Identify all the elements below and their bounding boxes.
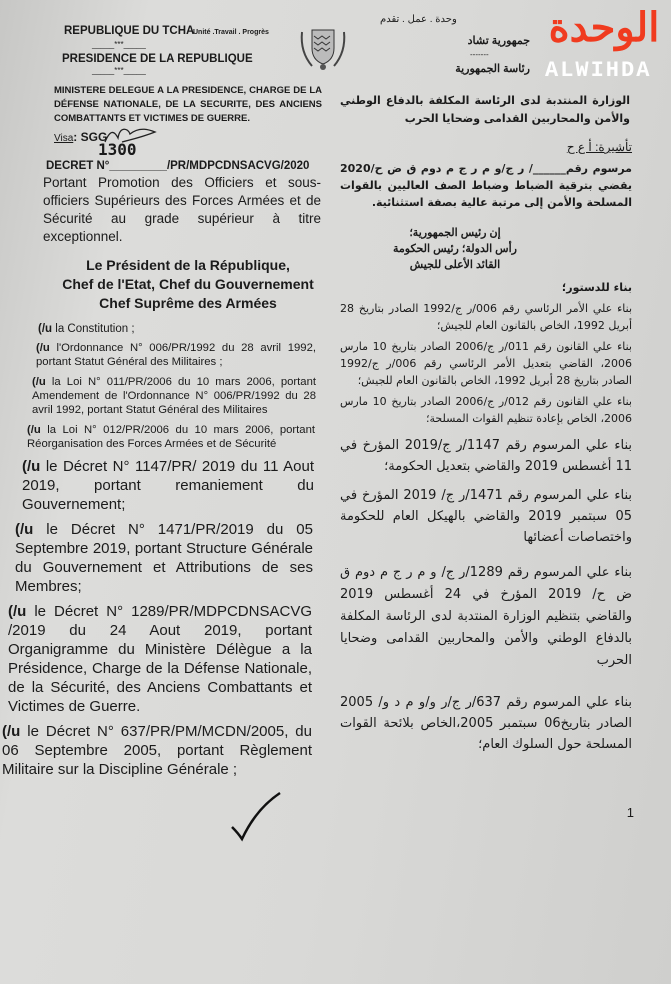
visa-prefix: (/u	[36, 342, 50, 354]
country-ar: جمهورية تشاد	[467, 35, 530, 47]
visa-item	[15, 520, 313, 596]
decree-ar: مرسوم رقم______/ ر ج/و م ر ج م دوم ق ض ح/2020 يقضي بترقية الضباط وضباط الصف العاليين بالقوات المسلحة والأمن إلى مرتبة عالية بصفة استثنائية.	[340, 162, 632, 209]
visa-text: la Loi N° 011/PR/2006 du 10 mars 2006, portant Amendement de l'Ordonnance N° 006/PR/1992 du 28 avril 1992, portant Statut Général des Militaires	[32, 376, 316, 416]
page-number: 1	[626, 805, 634, 820]
decree-number: DECRET N°_________/PR/MDPCDNSACVG/2020	[46, 160, 310, 172]
title-line: Le Président de la République,	[86, 257, 290, 273]
visa-text: le Décret N° 637/PR/PM/MCDN/2005, du 06 Septembre 2005, portant Règlement Militaire sur la Discipline Générale ;	[2, 723, 312, 778]
visa-label: Visa	[54, 133, 74, 144]
visa-ar-item: بناء علي المرسوم رقم 1289/ر ج/ و م ر ج م دوم ق ض ح/ 2019 المؤرخ في 24 أغسطس 2019 والقاضي بتنظيم الوزارة المنتدبة لدى الرئاسة المكلفة بالدفاع الوطني والأمن والمحاربين القدامى وضحايا الحرب	[340, 565, 632, 668]
motto-ar: وحدة . عمل . تقدم	[380, 14, 457, 25]
checkmark-icon	[228, 789, 283, 844]
visa-ar-item: بناء علي القانون رقم 012/ر ج/2006 الصادر بتاريخ 10 مارس 2006، الخاص بإعادة تنظيم القوات المسلحة؛	[340, 395, 632, 425]
visa-item	[2, 722, 312, 779]
visa-ar-item: بناء علي المرسوم رقم 637/ر ج/ر و/و م د و/ 2005 الصادر بتاريخ06 سبتمبر 2005،الخاص بلائحة القوات المسلحة حول السلوك العام؛	[340, 695, 633, 752]
motto-fr: Unité .Travail . Progrès	[193, 29, 269, 36]
visa-item	[27, 423, 315, 451]
watermark-text: ALWIHDA	[545, 58, 652, 83]
country-fr: REPUBLIQUE DU TCHA	[64, 25, 195, 37]
ministry-fr: MINISTERE DELEGUE A LA PRESIDENCE, CHARGE DE LA DÉFENSE NATIONALE, DE LA SECURITE, DES ANCIENS COMBATTANTS ET VICTIMES DE GUERRE.	[54, 85, 322, 124]
visa-text: le Décret N° 1471/PR/2019 du 05 Septembre 2019, portant Structure Générale du Gouvernement et Attributions de ses Membres;	[15, 521, 313, 595]
visa-text: le Décret N° 1289/PR/MDPCDNSACVG /2019 du 24 Aout 2019, portant Organigramme du Ministère Délègue a la Présidence, Charge de la Défense Nationale, de la Sécurité, des Anciens Combattants et Victimes de Guerre.	[8, 603, 312, 715]
visa-prefix: (/u	[32, 376, 46, 388]
title-line: Chef de l'Etat, Chef du Gouvernement	[62, 276, 314, 292]
president-title-ar	[380, 225, 530, 273]
president-title-fr	[28, 256, 348, 313]
visa-text: le Décret N° 1147/PR/ 2019 du 11 Aout 2019, portant remaniement du Gouvernement;	[22, 458, 314, 513]
visa-item	[8, 602, 312, 716]
visa-text: la Constitution ;	[52, 323, 135, 335]
presidency-fr: PRESIDENCE DE LA REPUBLIQUE	[62, 53, 253, 65]
visa-item	[38, 323, 330, 335]
title-line: Chef Suprême des Armées	[99, 295, 277, 311]
separator: _____***_____	[92, 66, 146, 75]
visa-prefix: (/u	[2, 723, 21, 740]
visa-prefix: (/u	[15, 521, 34, 538]
visa-prefix: (/u	[8, 603, 27, 620]
separator: _____***_____	[92, 40, 146, 49]
visa-text: la Loi N° 012/PR/2006 du 10 mars 2006, portant Réorganisation des Forces Armées et de Sécurité	[27, 424, 315, 450]
visa-value: : SGG	[73, 130, 108, 144]
visa-ar-item: بناء علي المرسوم رقم 1147/ر ج/2019 المؤرخ في 11 أغسطس 2019 والقاضي بتعديل الحكومة؛	[340, 438, 632, 474]
title-line: رأس الدولة؛ رئيس الحكومة	[393, 243, 517, 255]
separator-ar: -------	[470, 50, 489, 59]
visa-ar-item: بناء علي القانون رقم 011/ر ج/2006 الصادر بتاريخ 10 مارس 2006، القاضي بتعديل الأمر الرئاسي رقم 006/ر ج/1992 الصادر بتاريخ 28 أبريل 1992، الخاص بالقانون العام للجيش؛	[340, 340, 632, 387]
visa-number: 1300	[98, 140, 137, 159]
visa-item	[22, 457, 314, 514]
title-line: إن رئيس الجمهورية؛	[409, 227, 501, 239]
visa-item	[36, 341, 316, 369]
visa-ar-item: بناء علي المرسوم رقم 1471/ر ج/ 2019 المؤرخ في 05 سبتمبر 2019 والقاضي بالهيكل العام للحكومة واختصاصات أعضائها	[340, 488, 632, 545]
visa-ar: تأشيرة: أ ع ح	[566, 140, 632, 154]
visa-prefix: (/u	[22, 458, 41, 475]
arabic-column	[340, 92, 640, 820]
ministry-ar: الوزارة المنتدبة لدى الرئاسة المكلفة بالدفاع الوطني والأمن والمحاربين القدامى وضحايا الحرب	[340, 94, 630, 125]
presidency-ar: رئاسة الجمهورية	[455, 63, 530, 75]
coat-of-arms-icon	[298, 22, 348, 72]
visa-ar-item: بناء علي الأمر الرئاسي رقم 006/ر ج/1992 الصادر بتاريخ 28 أبريل 1992، الخاص بالقانون العام للجيش؛	[340, 302, 632, 332]
visa-block	[54, 130, 330, 158]
visa-prefix: (/u	[38, 323, 53, 335]
visa-prefix: (/u	[27, 424, 41, 436]
french-column	[0, 84, 330, 844]
visa-text: l'Ordonnance N° 006/PR/1992 du 28 avril 1992, portant Statut Général des Militaires ;	[36, 342, 316, 368]
visa-ar-item: بناء للدستور؛	[561, 281, 632, 294]
visa-item	[32, 375, 316, 417]
decree-subject: Portant Promotion des Officiers et sous-officiers Supérieurs des Forces Armées et de Sécurité au grade supérieur à titre exceptionnel.	[43, 175, 321, 244]
watermark-logo: الوحدة	[548, 4, 660, 51]
title-line: القائد الأعلى للجيش	[409, 259, 501, 271]
